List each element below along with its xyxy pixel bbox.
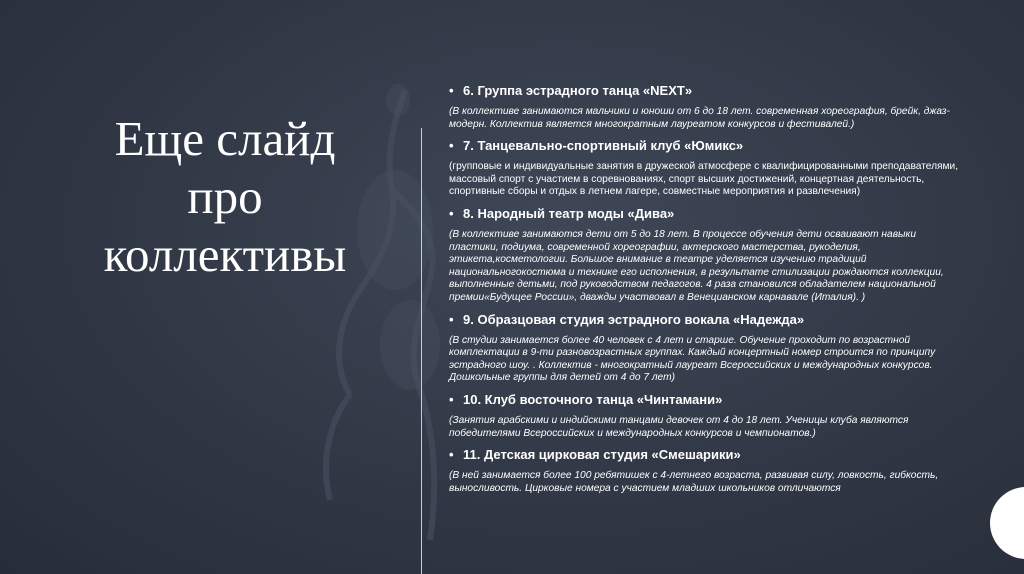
list-item-yumiks [449, 138, 967, 199]
bullet-icon: • [449, 138, 454, 154]
bullet-icon: • [449, 83, 454, 98]
list-item-description: (В коллективе занимаются мальчики и юноши от 6 до 18 лет. современная хореография, брейк, джаз-модерн. Коллектив является многократным лауреатом конкурсов и фестивалей.) [449, 106, 950, 130]
list-item-heading: • 7. Танцевально-спортивный клуб «Юмикс» [449, 138, 744, 154]
list-item-diva [449, 206, 967, 305]
list-item-chintamani [449, 392, 967, 440]
list-item-heading: • 6. Группа эстрадного танца «NEXT» [449, 83, 693, 98]
list-item-next [449, 83, 967, 131]
list-item-nadezhda [449, 312, 967, 385]
bullet-icon: • [449, 311, 454, 327]
list-item-heading: • 8. Народный театр моды «Дива» [449, 205, 675, 221]
bullet-icon: • [449, 205, 454, 221]
list-item-smeshariki [449, 447, 967, 495]
vertical-divider [421, 128, 422, 574]
list-item-description: (В коллективе занимаются дети от 5 до 18 лет. В процессе обучения дети осваивают навыки пластики, подиума, современной хореографии, актерского мастерства, рукоделия, этикета,косметологии. Большое внимание в театре уделяется изучению традиций национальногокостюма и технике его исполнения, в результате стилизации рождаются коллекции, выполненные детьми, под руководством педагогов. 4 раза становился обладателем национальной премии«Будущее России», дважды участвовал в Венецианском карнавале (Италия). ) [449, 228, 944, 303]
bullet-icon: • [449, 391, 454, 407]
list-item-heading: • 10. Клуб восточного танца «Чинтамани» [449, 391, 723, 407]
list-item-description: (В студии занимается более 40 человек с 4 лет и старше. Обучение проходит по возрастной комплектации в 9-ти разновозрастных группах. Каждый концертный номер строится по принципу эстрадного шоу. . Коллектив - многократный лауреат Всероссийских и международных конкурсов. Дошкольные группы для детей от 4 до 7 лет) [449, 334, 936, 384]
bullet-icon: • [449, 447, 454, 463]
list-item-description: (Занятия арабскими и индийскими танцами девочек от 4 до 18 лет. Ученицы клуба являются победителями Всероссийских и международных конкурсов и чемпионатов.) [449, 414, 909, 439]
collectives-list [449, 83, 967, 502]
list-item-description: (В ней занимается более 100 ребятишек с 4-летнего возраста, развивая силу, ловкость, гибкость, выносливость. Цирковые номера с участием младших школьников отличаются [449, 470, 939, 494]
list-item-heading: • 9. Образцовая студия эстрадного вокала «Надежда» [449, 311, 805, 327]
list-item-heading: • 11. Детская цирковая студия «Смешарики» [449, 447, 741, 463]
slide-title: Еще слайд про коллективы [103, 111, 347, 282]
list-item-description: (групповые и индивидуальные занятия в дружеской атмосфере с квалифицированными преподавателями, массовый спорт с участием в соревнованиях, спорт высших достижений, концертная деятельность, спортивные сборы и отдых в летнем лагере, совместные мероприятия и развлечения) [449, 161, 959, 198]
